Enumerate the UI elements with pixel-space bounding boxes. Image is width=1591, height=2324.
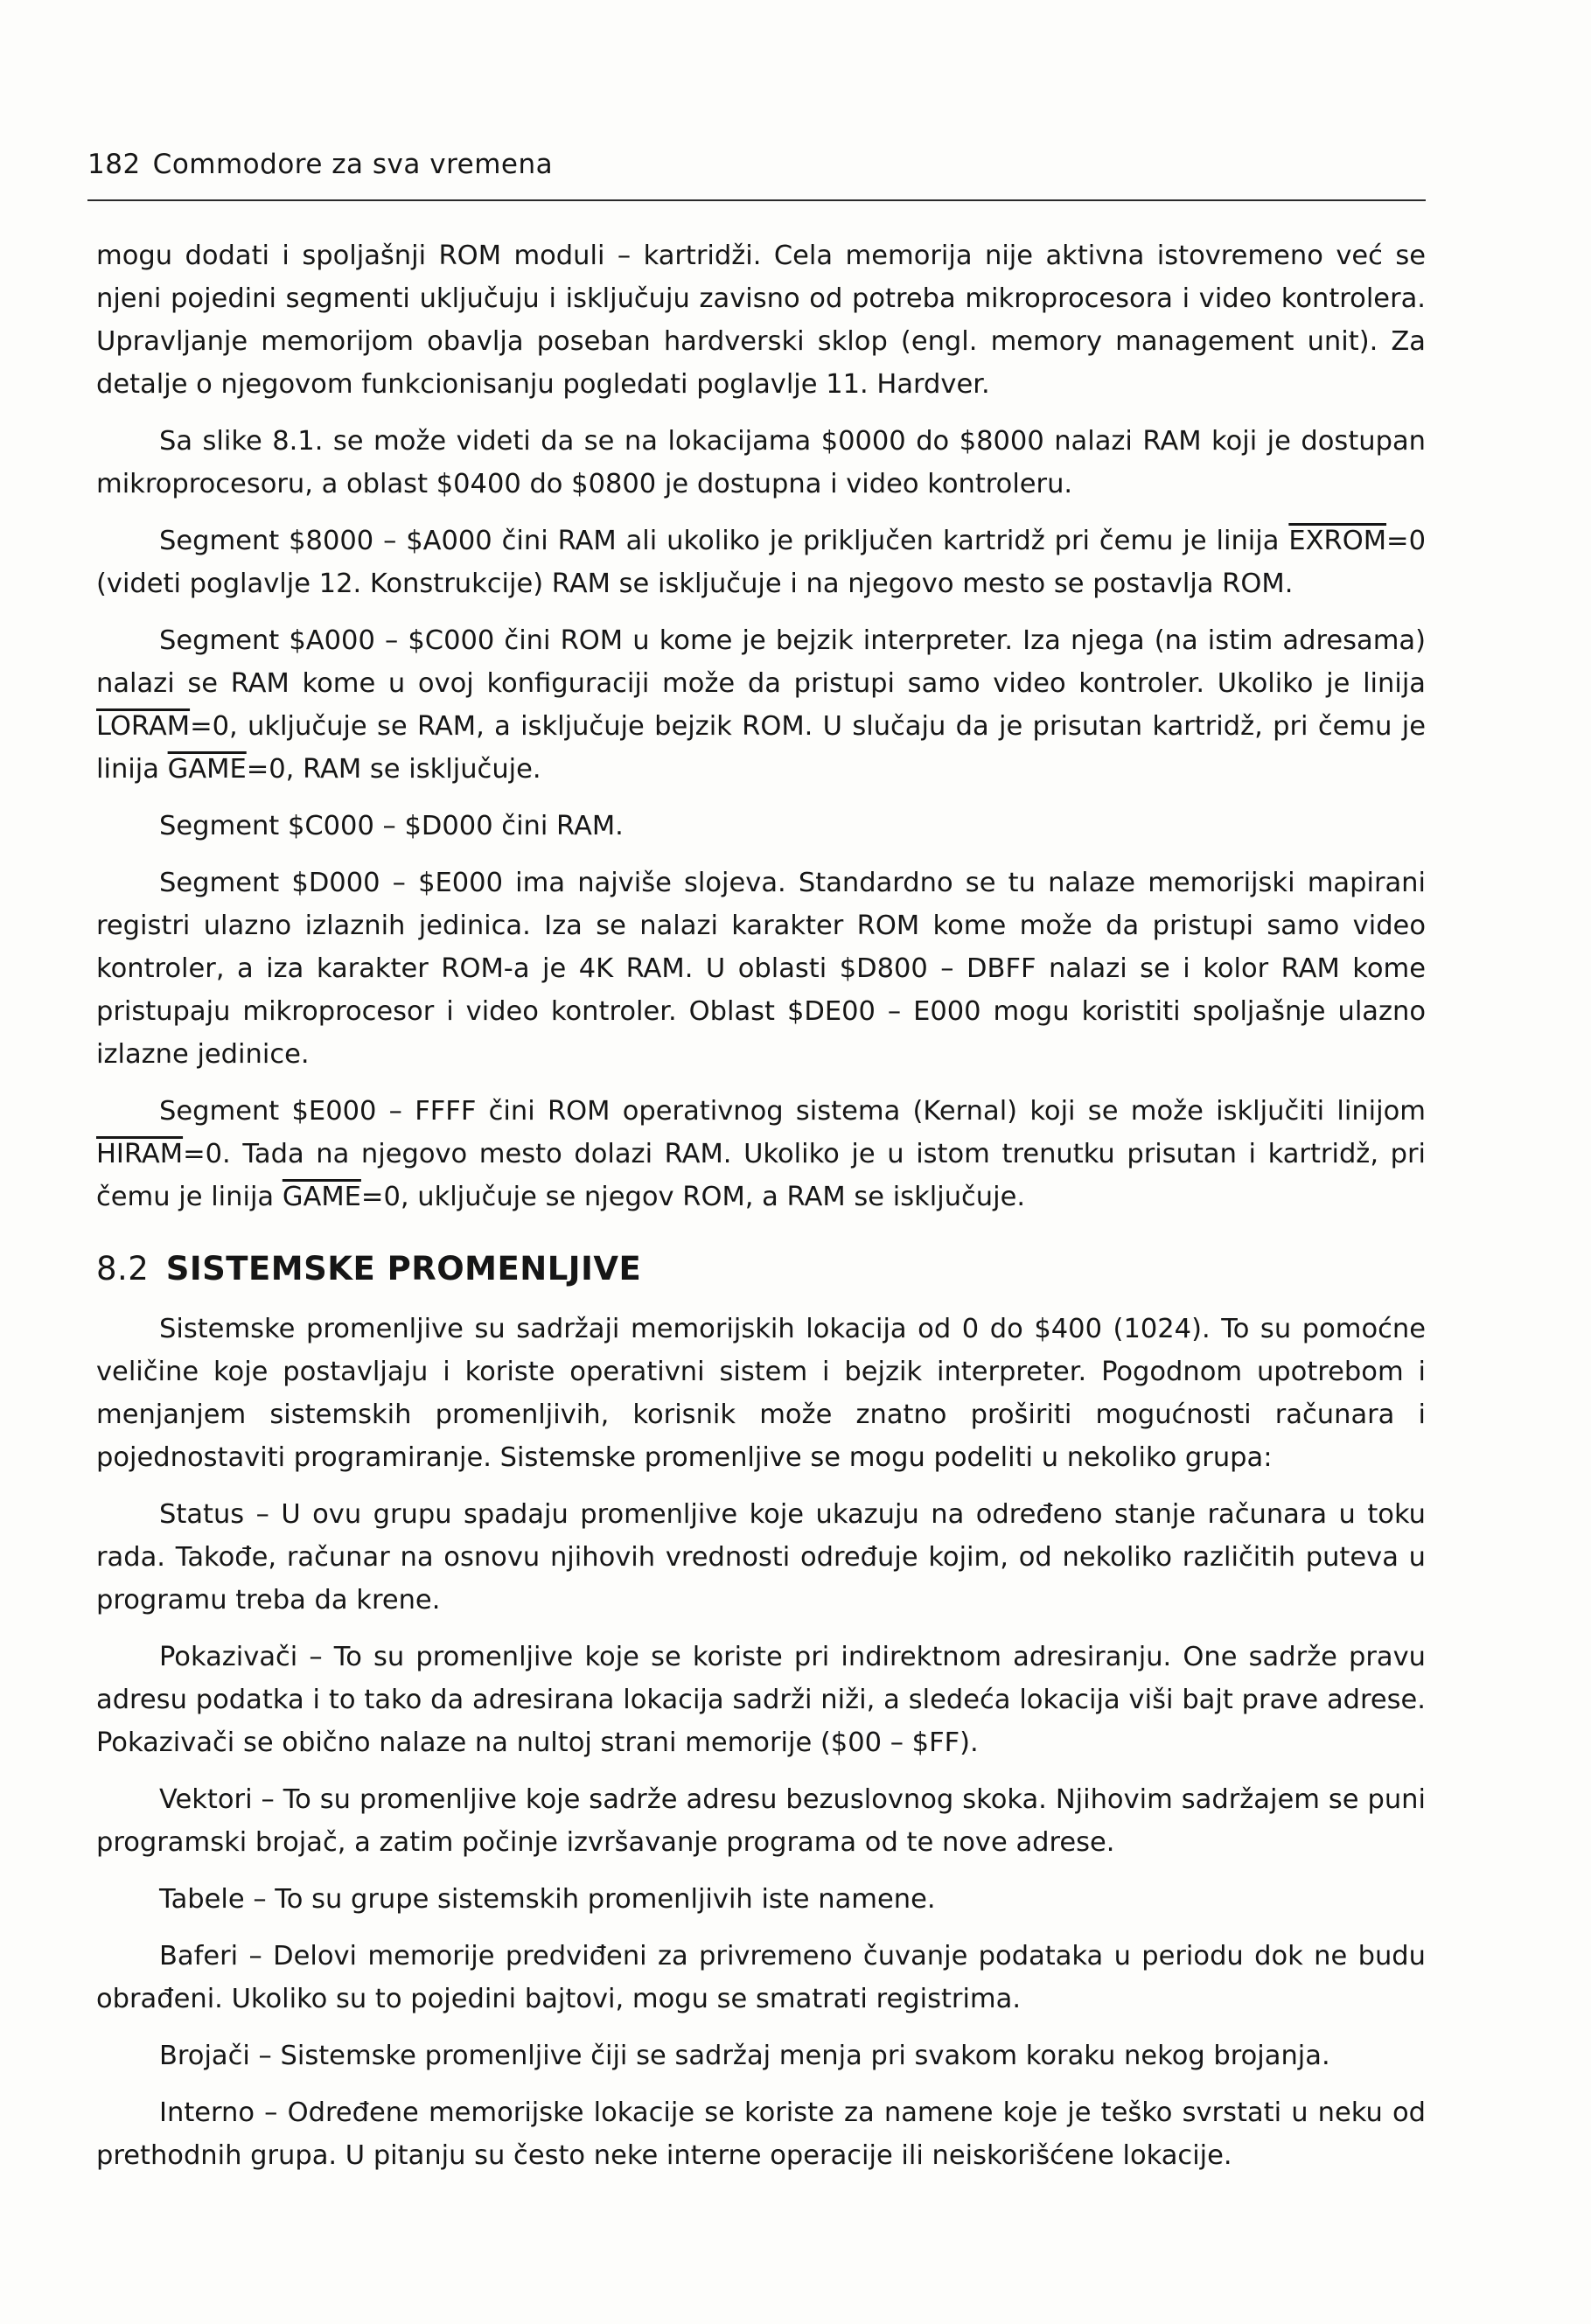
paragraph-pointers: Pokazivači – To su promenljive koje se koriste pri indirektnom adresiranju. One sadrže pravu adresu podatka i to tako da adresirana lokacija sadrži niži, a sledeća lokacija viši bajt prave adrese. Pokazivači se obično nalaze na nultoj strani memorije ($00 – $FF). bbox=[96, 1642, 1426, 1758]
paragraph-buffers: Baferi – Delovi memorije predviđeni za privremeno čuvanje podataka u periodu dok ne budu obrađeni. Ukoliko su to pojedini bajtovi, mogu se smatrati registrima. bbox=[96, 1941, 1426, 2014]
section-heading bbox=[96, 1250, 1426, 1288]
paragraph-memory-modules: mogu dodati i spoljašnji ROM moduli – kartridži. Cela memorija nije aktivna istovremeno već se njeni pojedini segmenti uključuju i isključuju zavisno od potreba mikroprocesora i video kontrolera. Upravljanje memorijom obavlja poseban hardverski sklop (engl. memory management unit). Za detalje o njegovom funkcionisanju pogledati poglavlje 11. Hardver. bbox=[96, 241, 1426, 400]
paragraph-segment-d000: Segment $D000 – $E000 ima najviše slojeva. Standardno se tu nalaze memorijski mapirani registri ulazno izlaznih jedinica. Iza se nalazi karakter ROM kome može da pristupi samo video kontroler, a iza karakter ROM-a je 4K RAM. U oblasti $D800 – DBFF nalazi se i kolor RAM kome pristupaju mikroprocesor i video kontroler. Oblast $DE00 – E000 mogu koristiti spoljašnje ulazno izlazne jedinice. bbox=[96, 868, 1426, 1070]
paragraph-segment-a000 bbox=[96, 619, 1426, 791]
paragraph-status: Status – U ovu grupu spadaju promenljive koje ukazuju na određeno stanje računara u toku rada. Takođe, računar na osnovu njihovih vrednosti određuje kojim, od nekoliko različitih puteva u programu treba da krene. bbox=[96, 1499, 1426, 1616]
text-span: =0. Tada na njegovo mesto dolazi RAM. Ukoliko je u istom trenutku prisutan i kartridž, pri čemu je linija bbox=[96, 1139, 1426, 1212]
paragraph-internal: Interno – Određene memorijske lokacije se koriste za namene koje je teško svrstati u neku od prethodnih grupa. U pitanju su često neke interne operacije ili neiskorišćene lokacije. bbox=[96, 2097, 1426, 2171]
body-text bbox=[96, 234, 1426, 2191]
paragraph-tables: Tabele – To su grupe sistemskih promenljivih iste namene. bbox=[159, 1884, 936, 1915]
signal-game: GAME bbox=[282, 1182, 361, 1212]
text-span: Segment $A000 – $C000 čini ROM u kome je bejzik interpreter. Iza njega (na istim adresama) nalazi se RAM kome u ovoj konfiguraciji može da pristupi samo video kontroler. Ukoliko je linija bbox=[96, 625, 1426, 699]
signal-exrom: EXROM bbox=[1288, 526, 1387, 556]
text-span: Segment $E000 – FFFF čini ROM operativnog sistema (Kernal) koji se može isključiti linijom bbox=[159, 1096, 1426, 1127]
text-span: Segment $8000 – $A000 čini RAM ali ukoliko je priključen kartridž pri čemu je linija bbox=[159, 526, 1289, 556]
page-number: 182 bbox=[87, 149, 141, 180]
paragraph-vectors: Vektori – To su promenljive koje sadrže adresu bezuslovnog skoka. Njihovim sadržajem se puni programski brojač, a zatim počinje izvršavanje programa od te nove adrese. bbox=[96, 1784, 1426, 1858]
running-header bbox=[87, 149, 553, 180]
section-title: SISTEMSKE PROMENLJIVE bbox=[165, 1250, 642, 1288]
paragraph-system-variables: Sistemske promenljive su sadržaji memorijskih lokacija od 0 do $400 (1024). To su pomoćne veličine koje postavljaju i koriste operativni sistem i bejzik interpreter. Pogodnom upotrebom i menjanjem sistemskih promenljivih, korisnik može znatno proširiti mogućnosti računara i pojednostaviti programiranje. Sistemske promenljive se mogu podeliti u nekoliko grupa: bbox=[96, 1314, 1426, 1473]
header-rule bbox=[87, 199, 1426, 201]
section-number: 8.2 bbox=[96, 1250, 150, 1288]
signal-loram: LORAM bbox=[96, 711, 191, 742]
paragraph-segment-e000 bbox=[96, 1090, 1426, 1218]
text-span: =0 (videti poglavlje 12. Konstrukcije) RAM se isključuje i na njegovo mesto se postavlja ROM. bbox=[96, 526, 1426, 599]
signal-hiram: HIRAM bbox=[96, 1139, 184, 1169]
signal-game: GAME bbox=[167, 754, 247, 785]
text-span: =0, RAM se isključuje. bbox=[246, 754, 541, 785]
paragraph-segment-8000 bbox=[96, 520, 1426, 605]
text-span: =0, uključuje se RAM, a isključuje bejzik ROM. U slučaju da je prisutan kartridž, pri čemu je linija bbox=[96, 711, 1426, 785]
book-title: Commodore za sva vremena bbox=[152, 149, 554, 180]
paragraph-ram-0000: Sa slike 8.1. se može videti da se na lokacijama $0000 do $8000 nalazi RAM koji je dostupan mikroprocesoru, a oblast $0400 do $0800 je dostupna i video kontroleru. bbox=[96, 426, 1426, 499]
text-span: =0, uključuje se njegov ROM, a RAM se isključuje. bbox=[360, 1182, 1026, 1212]
paragraph-counters: Brojači – Sistemske promenljive čiji se sadržaj menja pri svakom koraku nekog brojanja. bbox=[159, 2041, 1330, 2071]
paragraph-segment-c000: Segment $C000 – $D000 čini RAM. bbox=[159, 811, 624, 841]
